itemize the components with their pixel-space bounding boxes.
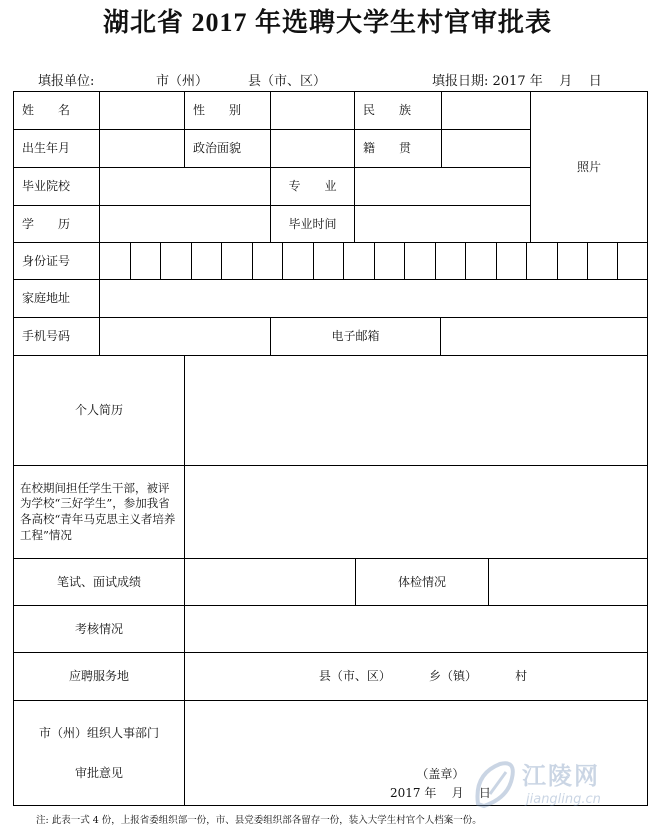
resume-field[interactable] [184,355,648,466]
id-digit-box[interactable] [313,242,345,280]
watermark-logo-icon [470,754,520,814]
gender-field[interactable] [270,91,355,130]
id-digit-box[interactable] [435,242,467,280]
grad-time-label: 毕业时间 [270,205,355,243]
id-digit-box[interactable] [282,242,314,280]
id-number-label: 身份证号 [13,242,100,280]
photo-box[interactable]: 照片 [530,91,648,243]
gender-label: 性 别 [184,91,271,130]
id-digit-box[interactable] [496,242,528,280]
address-label: 家庭地址 [13,279,100,318]
ethnicity-field[interactable] [441,91,531,130]
grad-time-field[interactable] [354,205,531,243]
education-field[interactable] [99,205,271,243]
id-digit-box[interactable] [404,242,436,280]
physical-field[interactable] [488,558,648,606]
name-label: 姓 名 [13,91,100,130]
id-digit-box[interactable] [617,242,648,280]
id-digit-box[interactable] [130,242,162,280]
seal-label: （盖章） [416,767,465,781]
id-digit-box[interactable] [221,242,253,280]
service-place-field[interactable]: 县（市、区） 乡（镇） 村 [184,652,648,701]
id-digit-box[interactable] [526,242,558,280]
school-label: 毕业院校 [13,167,100,206]
form-title: 湖北省 2017 年选聘大学生村官审批表 [102,8,552,37]
report-date-label: 填报日期: 2017 年 月 日 [432,74,602,89]
politics-field[interactable] [270,129,355,168]
footnote: 注: 此表一式 4 份，上报省委组织部一份，市、县党委组织部各留存一份，装入大学生村官个人档案一份。 [36,815,482,826]
city-label: 市（州） [156,74,209,89]
exam-scores-label: 笔试、面试成绩 [13,558,185,606]
id-digit-box[interactable] [252,242,284,280]
physical-label: 体检情况 [355,558,489,606]
approval-label-line2: 审批意见 [74,766,123,780]
phone-field[interactable] [99,317,271,356]
reporting-unit-label: 填报单位: [38,74,95,89]
watermark-url: jiangling.cn [526,792,601,807]
birth-field[interactable] [99,129,185,168]
address-field[interactable] [99,279,648,318]
assessment-field[interactable] [184,605,648,653]
id-digit-box[interactable] [557,242,589,280]
name-field[interactable] [99,91,185,130]
id-digit-box[interactable] [465,242,497,280]
county-label: 县（市、区） [248,74,327,89]
jiangling-watermark [470,752,645,820]
approval-label-line1: 市（州）组织人事部门 [38,725,159,740]
watermark-text: 江陵网 [522,762,600,790]
phone-label: 手机号码 [13,317,100,356]
origin-label: 籍 贯 [354,129,442,168]
id-digit-box[interactable] [374,242,406,280]
exam-scores-field[interactable] [184,558,356,606]
politics-label: 政治面貌 [184,129,271,168]
birth-label: 出生年月 [13,129,100,168]
school-field[interactable] [99,167,271,206]
id-digit-box[interactable] [160,242,192,280]
service-place-label: 应聘服务地 [13,652,185,701]
id-digit-box[interactable] [99,242,131,280]
approval-date: 2017 年 月 日 [390,786,491,801]
id-digit-box[interactable] [343,242,375,280]
email-field[interactable] [440,317,648,356]
education-label: 学 历 [13,205,100,243]
major-label: 专 业 [270,167,355,206]
approval-label [13,700,185,806]
resume-label: 个人简历 [13,355,185,466]
cadre-experience-label: 在校期间担任学生干部，被评为学校“三好学生”，参加我省各高校“青年马克思主义者培养工程”情况 [13,465,185,559]
id-digit-box[interactable] [587,242,618,280]
id-digit-box[interactable] [191,242,223,280]
origin-field[interactable] [441,129,531,168]
assessment-label: 考核情况 [13,605,185,653]
email-label: 电子邮箱 [270,317,441,356]
major-field[interactable] [354,167,531,206]
cadre-experience-field[interactable] [184,465,648,559]
ethnicity-label: 民 族 [354,91,442,130]
